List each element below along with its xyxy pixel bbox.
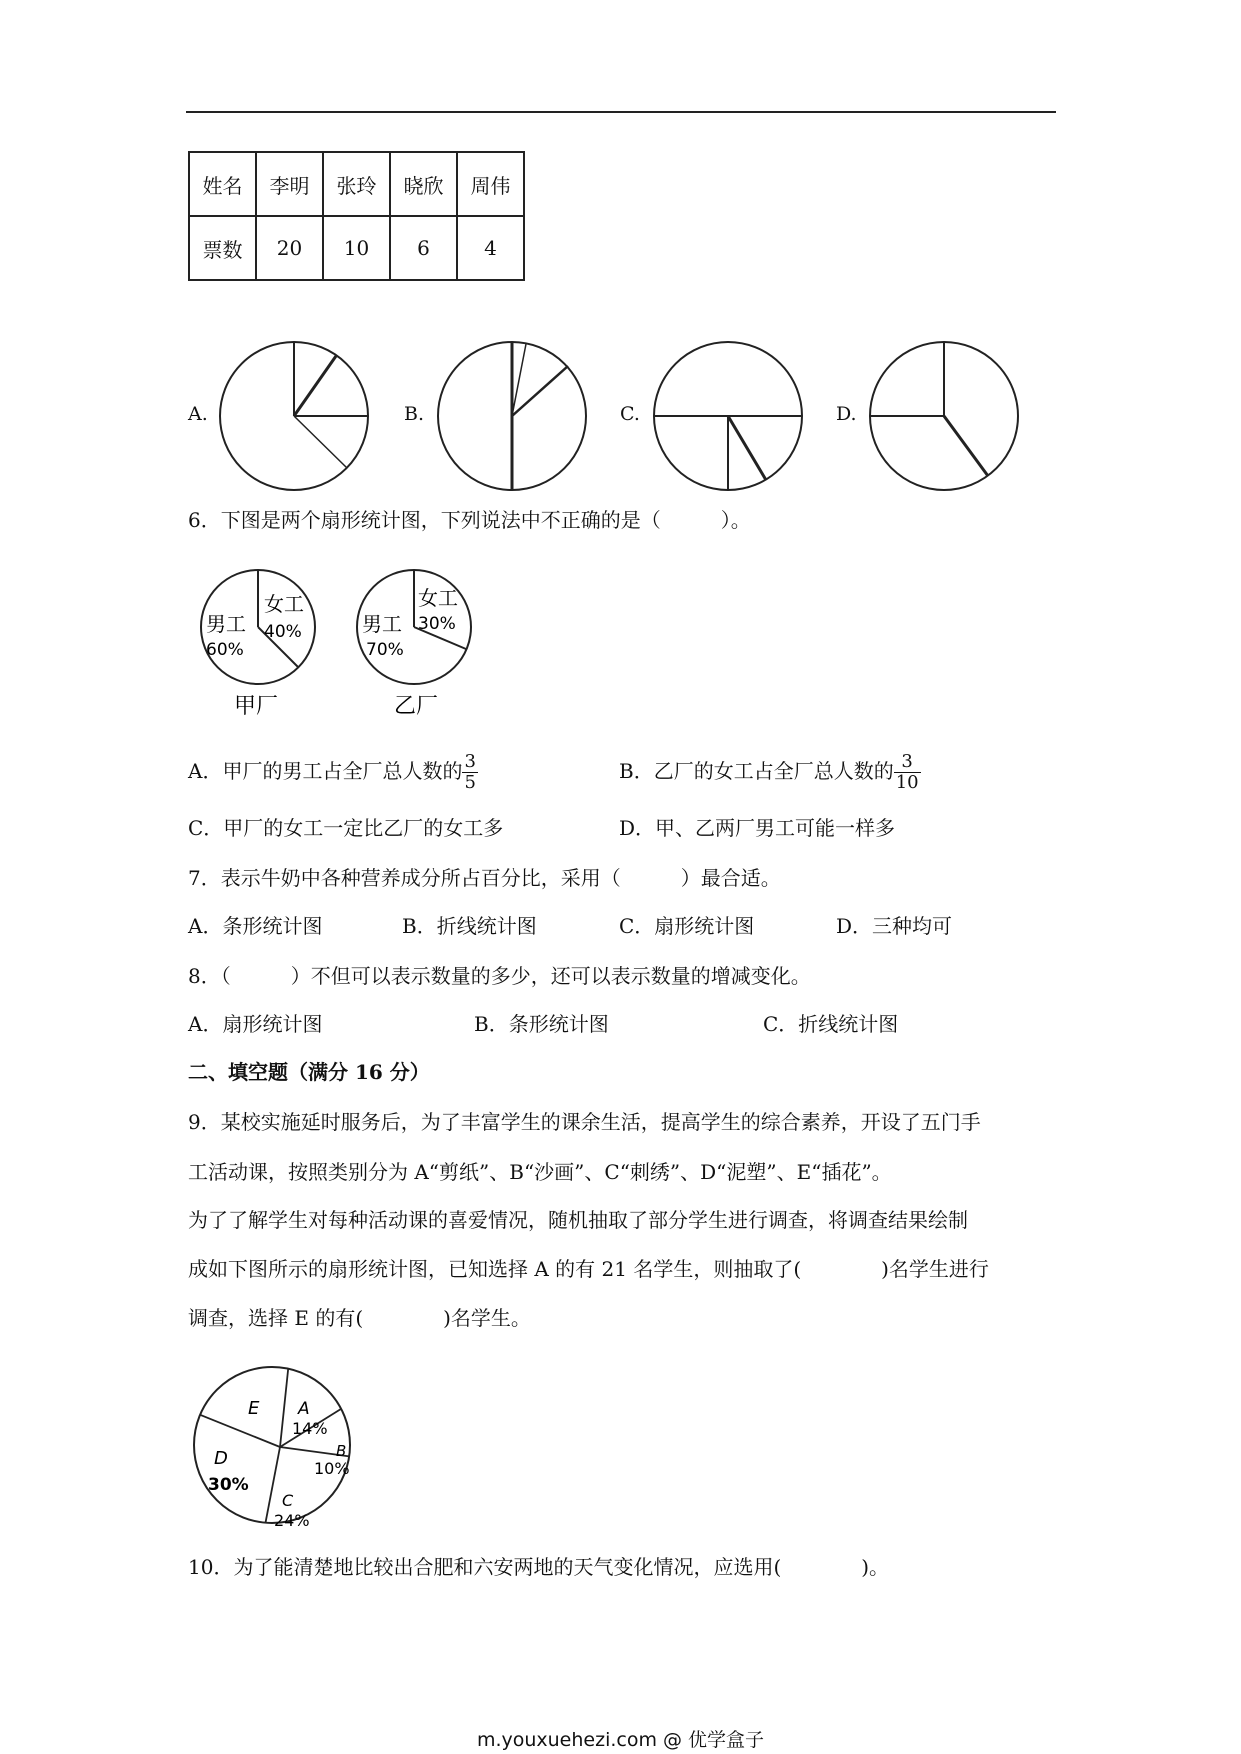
pie-pct-b: 10% bbox=[314, 1459, 350, 1478]
q6-option-c[interactable]: C．甲厂的女工一定比乙厂的女工多 bbox=[188, 816, 504, 840]
q7-stem: 7．表示牛奶中各种营养成分所占百分比，采用（ ）最合适。 bbox=[188, 866, 781, 890]
q6-a-male-label: 男工 bbox=[206, 612, 246, 636]
table-cell: 6 bbox=[390, 216, 457, 280]
table-cell: 4 bbox=[457, 216, 524, 280]
pie-label-b: B bbox=[336, 1442, 347, 1460]
q6-a-male-pct: 60% bbox=[206, 640, 244, 660]
q7-option-b[interactable]: B．折线统计图 bbox=[402, 914, 537, 938]
q5-option-b-diagram bbox=[434, 338, 590, 494]
q6-b-male-label: 男工 bbox=[362, 612, 402, 636]
pie-pct-c: 24% bbox=[274, 1511, 310, 1530]
pie-pct-a: 14% bbox=[292, 1419, 328, 1438]
pie-pct-d: 30% bbox=[208, 1475, 249, 1495]
q5-option-b-label[interactable]: B. bbox=[404, 403, 425, 425]
q6-option-a-text: A．甲厂的男工占全厂总人数的 bbox=[188, 758, 463, 783]
table-cell: 李明 bbox=[256, 152, 323, 216]
table-cell: 姓名 bbox=[189, 152, 256, 216]
q6-stem: 6．下图是两个扇形统计图，下列说法中不正确的是（ ）。 bbox=[188, 508, 751, 532]
fraction bbox=[462, 752, 477, 793]
q9-line: 调查，选择 E 的有( )名学生。 bbox=[188, 1306, 531, 1330]
q7-option-d[interactable]: D．三种均可 bbox=[836, 914, 953, 938]
q6-b-female-pct: 30% bbox=[418, 614, 456, 634]
q9-line: 成如下图所示的扇形统计图，已知选择 A 的有 21 名学生，则抽取了( )名学生进行 bbox=[188, 1257, 989, 1281]
q5-option-c-diagram bbox=[650, 338, 806, 494]
pie-outline bbox=[194, 1367, 350, 1523]
table-cell: 票数 bbox=[189, 216, 256, 280]
pie-slice-e bbox=[200, 1415, 280, 1447]
q6-option-b[interactable] bbox=[619, 752, 921, 793]
q6-option-b-text: B．乙厂的女工占全厂总人数的 bbox=[619, 758, 894, 783]
q6-b-name: 乙厂 bbox=[394, 694, 439, 719]
table-cell: 张玲 bbox=[323, 152, 390, 216]
q8-option-c[interactable]: C．折线统计图 bbox=[763, 1012, 899, 1036]
q8-option-a[interactable]: A．扇形统计图 bbox=[188, 1012, 323, 1036]
q9-line: 工活动课，按照类别分为 A“剪纸”、B“沙画”、C“刺绣”、D“泥塑”、E“插花”。 bbox=[188, 1160, 892, 1184]
q9-line: 9．某校实施延时服务后，为了丰富学生的课余生活，提高学生的综合素养，开设了五门手 bbox=[188, 1110, 981, 1134]
q6-option-a[interactable] bbox=[188, 752, 478, 793]
table-cell: 20 bbox=[256, 216, 323, 280]
pie-slice-a bbox=[280, 1369, 288, 1447]
pie-slices bbox=[194, 1367, 350, 1523]
table-row bbox=[189, 216, 524, 280]
table-cell: 10 bbox=[323, 216, 390, 280]
q5-option-c-label[interactable]: C. bbox=[620, 403, 640, 425]
q8-option-b[interactable]: B．条形统计图 bbox=[474, 1012, 609, 1036]
pie-label-a: A bbox=[298, 1399, 310, 1419]
q8-stem: 8．（ ）不但可以表示数量的多少，还可以表示数量的增减变化。 bbox=[188, 964, 811, 988]
header-rule bbox=[186, 111, 1056, 113]
table-row bbox=[189, 152, 524, 216]
q7-option-a[interactable]: A．条形统计图 bbox=[188, 914, 323, 938]
q5-option-d-label[interactable]: D. bbox=[836, 403, 857, 425]
q9-line: 为了了解学生对每种活动课的喜爱情况，随机抽取了部分学生进行调查，将调查结果绘制 bbox=[188, 1208, 968, 1232]
footer-watermark: m.youxuehezi.com @ 优学盒子 bbox=[476, 1729, 765, 1751]
q10-stem: 10．为了能清楚地比较出合肥和六安两地的天气变化情况，应选用( )。 bbox=[188, 1555, 890, 1579]
q9-pie-chart bbox=[186, 1360, 366, 1530]
q6-option-d[interactable]: D．甲、乙两厂男工可能一样多 bbox=[619, 816, 896, 840]
q5-option-d-diagram bbox=[866, 338, 1022, 494]
q6-plant-a-chart bbox=[194, 565, 324, 725]
q5-option-a-diagram bbox=[216, 338, 372, 494]
pie-label-d: D bbox=[214, 1448, 228, 1469]
table-cell: 晓欣 bbox=[390, 152, 457, 216]
votes-table bbox=[188, 151, 525, 281]
fraction-denominator: 10 bbox=[895, 771, 919, 793]
q6-b-female-label: 女工 bbox=[418, 586, 458, 610]
table-cell: 周伟 bbox=[457, 152, 524, 216]
fraction bbox=[894, 752, 921, 793]
fraction-numerator: 3 bbox=[894, 752, 921, 773]
pie-label-e: E bbox=[248, 1398, 260, 1419]
q6-a-name: 甲厂 bbox=[234, 694, 279, 719]
q6-plant-b-chart bbox=[352, 565, 482, 725]
section-heading: 二、填空题（满分 16 分） bbox=[188, 1060, 430, 1084]
q6-a-female-pct: 40% bbox=[264, 622, 302, 642]
pie-label-c: C bbox=[282, 1491, 294, 1510]
q7-option-c[interactable]: C．扇形统计图 bbox=[619, 914, 755, 938]
q6-a-female-label: 女工 bbox=[264, 592, 304, 616]
q6-b-male-pct: 70% bbox=[366, 640, 404, 660]
fraction-denominator: 5 bbox=[464, 771, 476, 793]
q5-option-a-label[interactable]: A. bbox=[188, 403, 208, 425]
fraction-numerator: 3 bbox=[464, 751, 476, 772]
